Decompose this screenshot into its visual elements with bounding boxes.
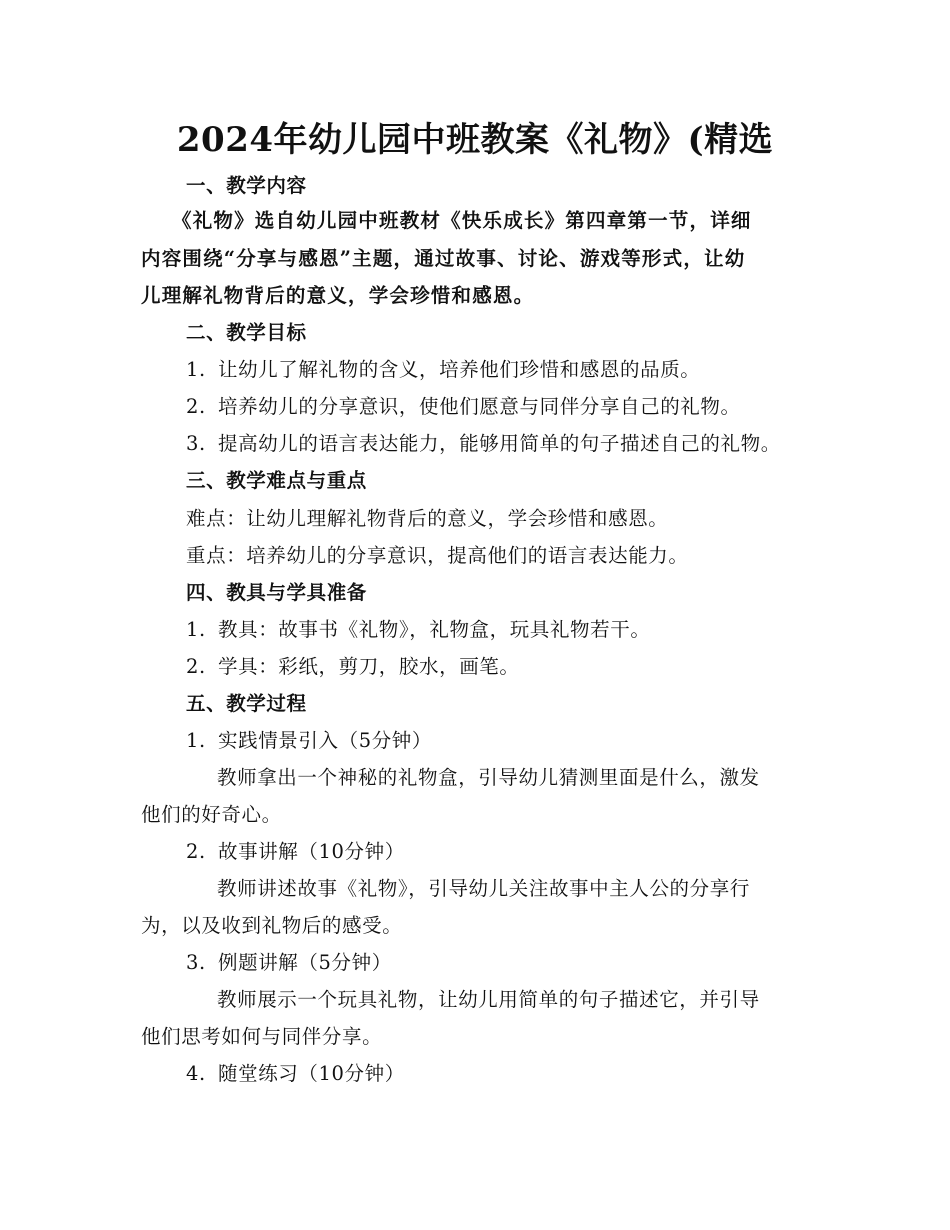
process-step-title-text: 随堂练习（10分钟）: [218, 1062, 405, 1085]
process-step-number: 2.: [186, 840, 206, 863]
process-step-description-line-2: 他们思考如何与同伴分享。: [141, 1025, 383, 1048]
process-step-title-text: 故事讲解（10分钟）: [218, 840, 405, 863]
material-item: [186, 653, 520, 681]
key-point-text: 重点：培养幼儿的分享意识，提高他们的语言表达能力。: [186, 544, 689, 567]
process-step-description-line-1: 教师展示一个玩具礼物，让幼儿用简单的句子描述它，并引导: [217, 988, 760, 1011]
process-step-title-text: 实践情景引入（5分钟）: [218, 729, 433, 752]
process-step-title: [186, 838, 405, 866]
process-step-title: [186, 727, 432, 755]
goal-item: [186, 393, 741, 421]
material-item-number: 1.: [186, 618, 206, 641]
goal-item: [186, 356, 700, 384]
process-step-number: 4.: [186, 1062, 206, 1085]
process-step-description-line-1: 教师讲述故事《礼物》，引导幼儿关注故事中主人公的分享行: [217, 877, 750, 900]
material-item: [186, 616, 650, 644]
goal-item-text: 提高幼儿的语言表达能力，能够用简单的句子描述自己的礼物。: [218, 432, 781, 455]
page-title: 2024年幼儿园中班教案《礼物》(精选: [176, 120, 774, 160]
material-item-number: 2.: [186, 655, 206, 678]
goal-item: [186, 430, 781, 458]
section-heading-teaching-content: 一、教学内容: [186, 174, 307, 197]
goal-item-text: 让幼儿了解礼物的含义，培养他们珍惜和感恩的品质。: [218, 358, 701, 381]
content-paragraph-line-1: 《礼物》选自幼儿园中班教材《快乐成长》第四章第一节，详细: [172, 209, 752, 232]
process-step-title-text: 例题讲解（5分钟）: [218, 951, 392, 974]
process-step-number: 3.: [186, 951, 206, 974]
goal-item-number: 1.: [186, 358, 206, 381]
content-paragraph-line-3: 儿理解礼物背后的意义，学会珍惜和感恩。: [141, 284, 535, 307]
process-step-title: [186, 949, 392, 977]
section-heading-difficulties-and-key-points: 三、教学难点与重点: [186, 469, 367, 492]
section-heading-teaching-process: 五、教学过程: [186, 692, 307, 715]
process-step-title: [186, 1060, 405, 1088]
goal-item-number: 2.: [186, 395, 206, 418]
section-heading-materials: 四、教具与学具准备: [186, 581, 367, 604]
difficulty-text: 难点：让幼儿理解礼物背后的意义，学会珍惜和感恩。: [186, 507, 669, 530]
process-step-number: 1.: [186, 729, 206, 752]
material-item-text: 学具：彩纸，剪刀，胶水，画笔。: [218, 655, 520, 678]
material-item-text: 教具：故事书《礼物》，礼物盒，玩具礼物若干。: [218, 618, 651, 641]
process-step-description-line-2: 他们的好奇心。: [141, 803, 282, 826]
process-step-description-line-1: 教师拿出一个神秘的礼物盒，引导幼儿猜测里面是什么，激发: [217, 766, 760, 789]
process-step-description-line-2: 为，以及收到礼物后的感受。: [141, 914, 403, 937]
content-paragraph-line-2: 内容围绕“分享与感恩”主题，通过故事、讨论、游戏等形式，让幼: [141, 247, 746, 270]
goal-item-number: 3.: [186, 432, 206, 455]
goal-item-text: 培养幼儿的分享意识，使他们愿意与同伴分享自己的礼物。: [218, 395, 741, 418]
section-heading-teaching-goals: 二、教学目标: [186, 321, 307, 344]
